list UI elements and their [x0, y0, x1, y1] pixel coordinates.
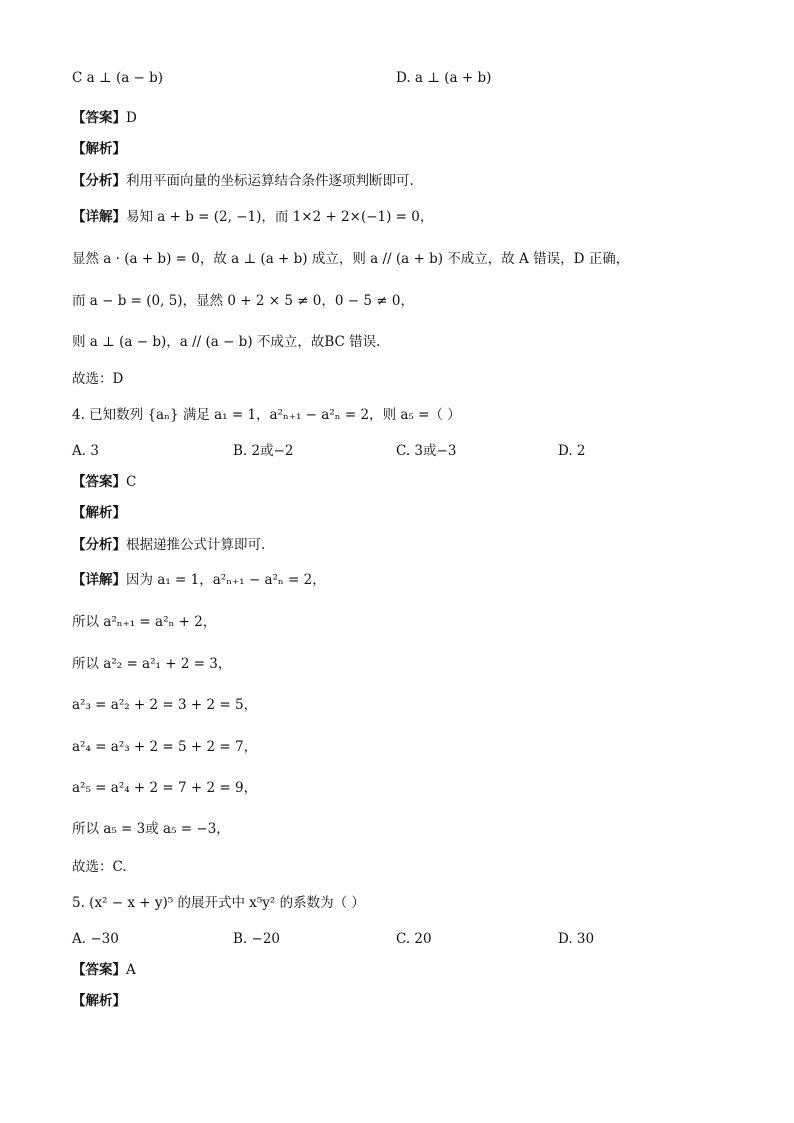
fenxi-tag: 【分析】 — [72, 537, 126, 553]
q3-detail-line-3: 而 a − b = (0, 5)，显然 0 + 2 × 5 ≠ 0，0 − 5 ≠ 0， — [72, 293, 414, 309]
q4-stem: 4. 已知数列 {aₙ} 满足 a₁ = 1，a²ₙ₊₁ − a²ₙ = 2，则 a₅ =（ ） — [72, 407, 461, 423]
q4-step-5: a²₅ = a²₄ + 2 = 7 + 2 = 9， — [72, 780, 258, 796]
q3-analysis-tag — [72, 139, 126, 159]
q5-stem: 5. (x² − x + y)⁵ 的展开式中 x⁵y² 的系数为（ ） — [72, 895, 365, 911]
answer-tag: 【答案】 — [72, 962, 126, 978]
q3-choose: 故选：D — [72, 371, 124, 387]
q5-option-d: D. 30 — [558, 931, 595, 947]
q4-options-row — [72, 441, 732, 461]
q4-step-3: a²₃ = a²₂ + 2 = 3 + 2 = 5， — [72, 697, 258, 713]
q3-detail-text-1: 易知 a + b = (2, −1)，而 1×2 + 2×(−1) = 0， — [126, 209, 434, 225]
q4-step-6: 所以 a₅ = 3或 a₅ = −3， — [72, 821, 230, 837]
q4-analysis-tag — [72, 503, 126, 523]
detail-tag: 【详解】 — [72, 572, 126, 588]
q4-choose: 故选：C. — [72, 859, 127, 875]
q4-step-2: 所以 a²₂ = a²₁ + 2 = 3， — [72, 656, 232, 672]
q4-answer-line — [72, 472, 136, 492]
q3-detail-line-4: 则 a ⊥ (a − b)，a // (a − b) 不成立，故BC 错误. — [72, 334, 381, 350]
q4-option-c: C. 3或−3 — [396, 443, 457, 459]
q5-option-a: A. −30 — [72, 931, 119, 947]
q4-step-4: a²₄ = a²₃ + 2 = 5 + 2 = 7， — [72, 739, 258, 755]
analysis-tag: 【解析】 — [72, 141, 126, 157]
q3-detail-line-1 — [72, 207, 433, 227]
q5-options-row — [72, 929, 732, 949]
q3-option-c: C a ⊥ (a − b) — [72, 70, 164, 86]
analysis-tag: 【解析】 — [72, 993, 126, 1009]
fenxi-tag: 【分析】 — [72, 173, 126, 189]
q5-option-c: C. 20 — [396, 931, 432, 947]
q3-fenxi-line — [72, 171, 414, 191]
detail-tag: 【详解】 — [72, 209, 126, 225]
q3-option-d: D. a ⊥ (a + b) — [396, 70, 492, 86]
q3-answer: D — [126, 110, 137, 126]
q4-answer: C — [126, 474, 137, 490]
q5-answer: A — [126, 962, 136, 978]
q4-fenxi-line — [72, 535, 265, 555]
q3-options-row — [72, 68, 732, 88]
q4-option-d: D. 2 — [558, 443, 586, 459]
q4-option-a: A. 3 — [72, 443, 99, 459]
q5-answer-line — [72, 960, 136, 980]
answer-tag: 【答案】 — [72, 474, 126, 490]
q3-detail-line-2: 显然 a · (a + b) = 0，故 a ⊥ (a + b) 成立，则 a // (a + b) 不成立，故 A 错误，D 正确， — [72, 251, 630, 267]
q4-step-1: 所以 a²ₙ₊₁ = a²ₙ + 2， — [72, 614, 217, 630]
q5-option-b: B. −20 — [233, 931, 280, 947]
q4-fenxi: 根据递推公式计算即可. — [126, 537, 266, 553]
analysis-tag: 【解析】 — [72, 505, 126, 521]
q4-detail-first: 因为 a₁ = 1，a²ₙ₊₁ − a²ₙ = 2， — [126, 572, 326, 588]
q4-option-b: B. 2或−2 — [233, 443, 294, 459]
q3-fenxi: 利用平面向量的坐标运算结合条件逐项判断即可. — [126, 173, 414, 189]
q4-detail-line-1 — [72, 570, 326, 590]
q5-analysis-tag — [72, 991, 126, 1011]
answer-tag: 【答案】 — [72, 110, 126, 126]
q3-answer-line — [72, 108, 137, 128]
